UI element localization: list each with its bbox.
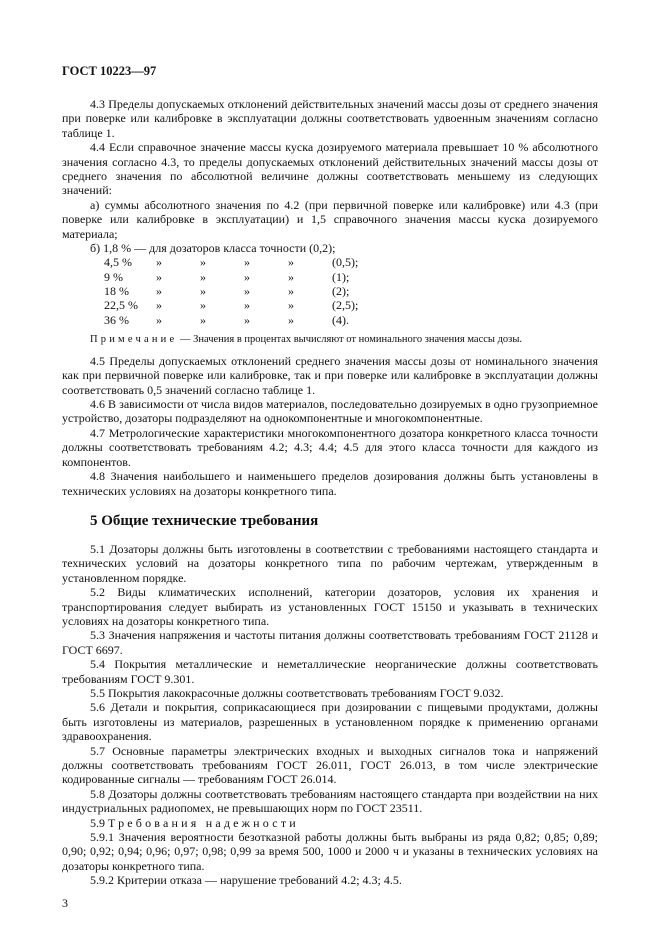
accuracy-class-list — [90, 241, 598, 327]
paragraph-4-5: 4.5 Пределы допускаемых отклонений среднего значения массы дозы от номинального значения как при первичной поверке или калибровке, так и при поверке или калибровке в эксплуатации должны соответствовать 0,5 значений согласно таблице 1. — [62, 353, 598, 397]
list-item — [90, 298, 598, 312]
ditto-mark: » — [156, 255, 162, 270]
percent-value: 9 % — [104, 269, 123, 284]
paragraph-5-7: 5.7 Основные параметры электрических входных и выходных сигналов тока и напряжений должны соответствовать требованиям ГОСТ 26.011, ГОСТ 26.013, в том числе электрические кодированные сигналы — требованиям ГОСТ 26.014. — [62, 743, 598, 787]
percent-value: 22,5 % — [104, 298, 138, 313]
ditto-mark: » — [200, 298, 206, 313]
paragraph-5-9-2: 5.9.2 Критерии отказа — нарушение требований 4.2; 4.3; 4.5. — [90, 873, 402, 888]
paragraph-4-6: 4.6 В зависимости от числа видов материалов, последовательно дозируемых в одно грузоприемное устройство, дозаторы подразделяют на однокомпонентные и многокомпонентные. — [62, 397, 598, 426]
paragraph-5-3: 5.3 Значения напряжения и частоты питания должны соответствовать требованиям ГОСТ 21128 и ГОСТ 6697. — [62, 628, 598, 657]
accuracy-class: (2,5); — [332, 298, 359, 313]
ditto-mark: » — [288, 255, 294, 270]
ditto-mark: » — [288, 269, 294, 284]
paragraph-5-6: 5.6 Детали и покрытия, соприкасающиеся при дозировании с пищевыми продуктами, должны быть изготовлены из материалов, разрешенных в установленном порядке к применению органами здравоохранения. — [62, 700, 598, 744]
section-5-heading: 5 Общие технические требования — [90, 512, 319, 529]
list-first-item: б) 1,8 % — для дозаторов класса точности (0,2); — [90, 241, 336, 256]
ditto-mark: » — [244, 283, 250, 298]
percent-value: 36 % — [104, 312, 129, 327]
list-item — [90, 255, 598, 269]
ditto-mark: » — [244, 312, 250, 327]
ditto-mark: » — [156, 269, 162, 284]
paragraph-5-1: 5.1 Дозаторы должны быть изготовлены в соответствии с требованиями настоящего стандарта и технических условий на дозаторы конкретного типа по рабочим чертежам, утвержденным в установленном порядке. — [62, 541, 598, 585]
ditto-mark: » — [288, 312, 294, 327]
accuracy-class: (1); — [332, 269, 350, 284]
ditto-mark: » — [156, 312, 162, 327]
paragraph-4-4: 4.4 Если справочное значение массы куска дозируемого материала превышает 10 % абсолютного значения согласно 4.3, то пределы допускаемых отклонений действительных значений массы дозы от среднего значения по абсолютной величине должны соответствовать меньшему из следующих значений: — [62, 140, 598, 198]
paragraph-5-8: 5.8 Дозаторы должны соответствовать требованиям настоящего стандарта при воздействии на них индустриальных радиопомех, не превышающих норм по ГОСТ 23511. — [62, 786, 598, 816]
paragraph-5-9-1: 5.9.1 Значения вероятности безотказной работы должны быть выбраны из ряда 0,82; 0,85; 0,89; 0,90; 0,92; 0,94; 0,96; 0,97; 0,98; 0,99 за время 500, 1000 и 2000 ч и указаны в технических условиях на дозаторы конкретного типа. — [62, 830, 598, 873]
ditto-mark: » — [156, 283, 162, 298]
ditto-mark: » — [200, 255, 206, 270]
document-body — [62, 97, 598, 910]
ditto-mark: » — [244, 298, 250, 313]
document-header: ГОСТ 10223—97 — [62, 64, 157, 78]
ditto-mark: » — [244, 255, 250, 270]
ditto-mark: » — [244, 269, 250, 284]
list-rows — [90, 255, 598, 326]
paragraph-5-2: 5.2 Виды климатических исполнений, категории дозаторов, условия их хранения и транспортирования следует выбирать из установленных ГОСТ 15150 и указывать в технических условиях на дозаторы конкретного типа. — [62, 585, 598, 628]
paragraph-5-9 — [62, 816, 598, 830]
ditto-mark: » — [200, 283, 206, 298]
ditto-mark: » — [156, 298, 162, 313]
accuracy-class: (0,5); — [332, 255, 359, 270]
accuracy-class: (2); — [332, 283, 350, 298]
paragraph-4-8: 4.8 Значения наибольшего и наименьшего пределов дозирования должны быть установлены в технических условиях на дозаторы конкретного типа. — [62, 469, 598, 498]
ditto-mark: » — [200, 269, 206, 284]
ditto-mark: » — [288, 283, 294, 298]
paragraph-4-4-a: а) суммы абсолютного значения по 4.2 (при первичной поверке или калибровке) или 4.3 (при поверке или калибровке в эксплуатации) и 1,5 справочного значения массы куска дозируемого материала; — [62, 197, 598, 241]
note-label: Примечание — [90, 333, 178, 345]
subsection-number: 5.9 — [90, 815, 108, 830]
list-item — [90, 270, 598, 284]
percent-value: 4,5 % — [104, 255, 132, 270]
ditto-mark: » — [200, 312, 206, 327]
subsection-title: Требования надежности — [108, 815, 299, 830]
percent-value: 18 % — [104, 283, 129, 298]
list-item — [90, 313, 598, 327]
paragraph-4-7: 4.7 Метрологические характеристики многокомпонентного дозатора конкретного класса точности должны соответствовать требованиям 4.2; 4.3; 4.4; 4.5 для этого класса точности для каждого из компонентов. — [62, 425, 598, 469]
note-text: — Значения в процентах вычисляют от номинального значения массы дозы. — [177, 333, 523, 345]
ditto-mark: » — [288, 298, 294, 313]
note — [90, 333, 598, 346]
paragraph-5-5: 5.5 Покрытия лакокрасочные должны соответствовать требованиям ГОСТ 9.032. — [90, 685, 504, 700]
list-item — [90, 284, 598, 298]
paragraph-5-4: 5.4 Покрытия металлические и неметаллические неорганические должны соответствовать требованиям ГОСТ 9.301. — [62, 657, 598, 686]
paragraph-4-3: 4.3 Пределы допускаемых отклонений действительных значений массы дозы от среднего значения при поверке или калибровке в эксплуатации должны соответствовать удвоенным значениям согласно таблице 1. — [62, 97, 598, 140]
accuracy-class: (4). — [332, 312, 349, 327]
page-number: 3 — [62, 895, 68, 910]
